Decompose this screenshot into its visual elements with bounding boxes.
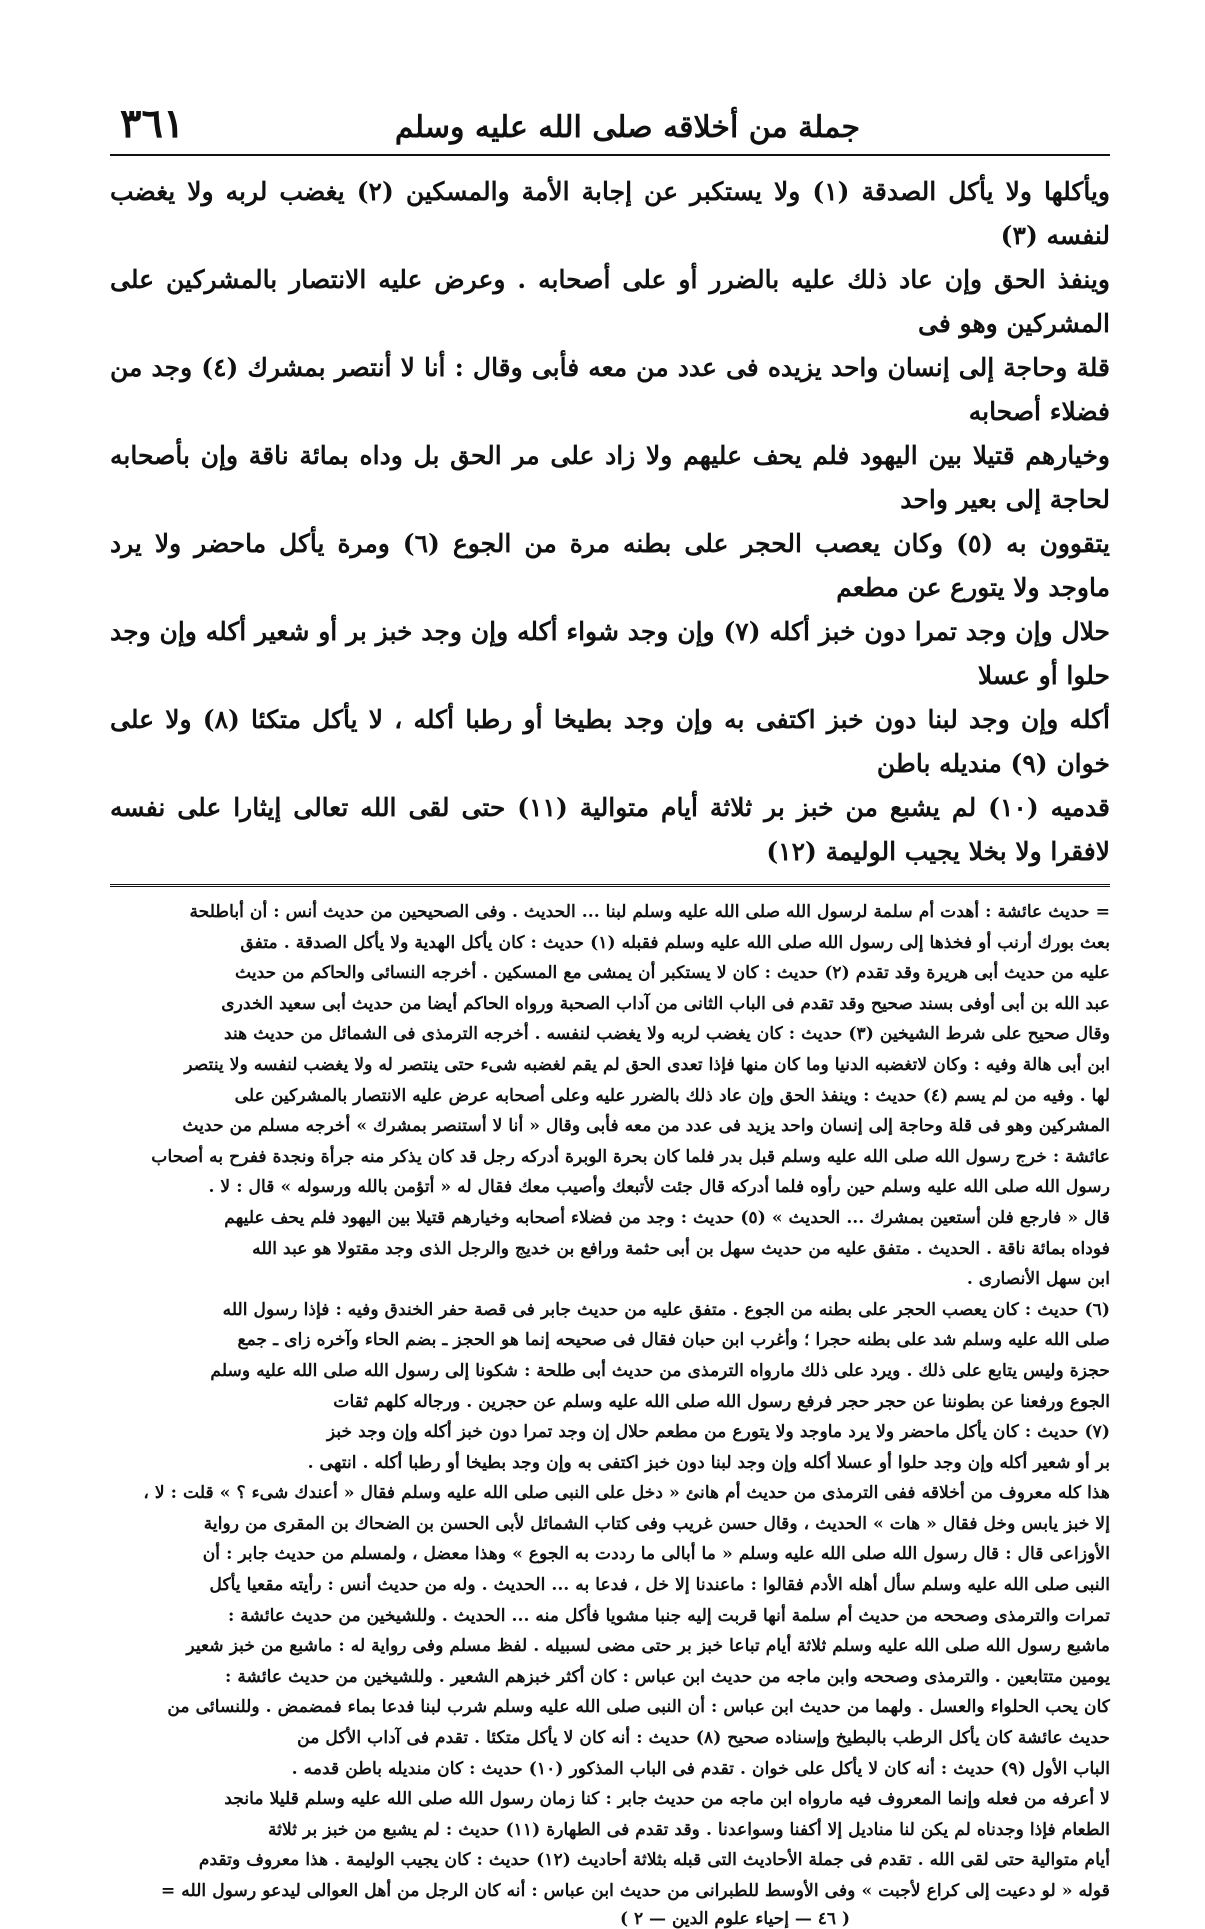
footnote-line: قال « فارجع فلن أستعين بمشرك ... الحديث » (٥) حديث : وجد من فضلاء أصحابه وخيارهم قتيلا بين اليهود فلم يحف عليهم (224, 1207, 1110, 1228)
footnote-line: ابن أبى هالة وفيه : وكان لاتغضبه الدنيا وما كان منها فإذا تعدى الحق لم يقم لغضبه شىء حتى ينتصر له ولا يغضب لنفسه ولا ينتصر (184, 1054, 1110, 1075)
footnote-line: حديث عائشة كان يأكل الرطب بالبطيخ وإسناده صحيح (٨) حديث : أنه كان لا يأكل متكئا . تقدم فى آداب الأكل من (297, 1728, 1110, 1749)
footnote-line: النبى صلى الله عليه وسلم سأل أهله الأدم فقالوا : ماعندنا إلا خل ، فدعا به ... الحديث . وله من حديث أنس : رأيته مقعيا يأكل (209, 1575, 1110, 1596)
page-header (110, 100, 1110, 156)
page-number: ٣٦١ (120, 100, 185, 147)
footnote-divider (110, 884, 1110, 887)
footnote-line: أيام متوالية حتى لقى الله . تقدم فى جملة الأحاديث التى قبله بثلاثة أحاديث (١٢) حديث : كان يجيب الوليمة . هذا معروف وتقدم (198, 1850, 1110, 1871)
footnotes (110, 897, 1110, 1907)
footnote-line: الطعام فإذا وجدناه لم يكن لنا مناديل إلا أكفنا وسواعدنا . وقد تقدم فى الطهارة (١١) حديث : لم يشبع من خبز بر ثلاثة (267, 1819, 1110, 1840)
footnote-line: عبد الله بن أبى أوفى بسند صحيح وقد تقدم فى الباب الثانى من آداب الصحبة ورواه الحاكم أيضا من حديث أبى سعيد الخدرى (221, 993, 1110, 1014)
footnote-line: (٧) حديث : كان يأكل ماحضر ولا يرد ماوجد ولا يتورع من مطعم حلال إن وجد تمرا دون خبز أكله وإن وجد خبز (326, 1422, 1110, 1443)
main-text-line: يتقوون به (٥) وكان يعصب الحجر على بطنه مرة من الجوع (٦) ومرة يأكل ماحضر ولا يرد ماوجد ولا يتورع عن مطعم (110, 529, 1110, 602)
footnote-line: كان يحب الحلواء والعسل . ولهما من حديث ابن عباس : أن النبى صلى الله عليه وسلم شرب لبنا فدعا بماء فمضمض . وللنسائى من (167, 1697, 1110, 1718)
footnote-line: قوله « لو دعيت إلى كراع لأجبت » وفى الأوسط للطبرانى من حديث ابن عباس : أنه كان الرجل من أهل العوالى ليدعو رسول الله = (160, 1881, 1110, 1901)
footnote-line: لها . وفيه من لم يسم (٤) حديث : وينفذ الحق وإن عاد ذلك بالضرر عليه وعلى أصحابه عرض عليه الانتصار بالمشركين على (234, 1085, 1110, 1106)
main-text-line: حلال وإن وجد تمرا دون خبز أكله (٧) وإن وجد شواء أكله وإن وجد خبز بر أو شعير أكله وإن وجد حلوا أو عسلا (110, 617, 1110, 690)
main-text-line: قدميه (١٠) لم يشبع من خبز بر ثلاثة أيام متوالية (١١) حتى لقى الله تعالى إيثارا على نفسه لافقرا ولا بخلا يجيب الوليمة (١٢) (110, 793, 1110, 866)
footnote-line: (٦) حديث : كان يعصب الحجر على بطنه من الجوع . متفق عليه من حديث جابر فى قصة حفر الخندق وفيه : فإذا رسول الله (222, 1299, 1110, 1320)
footnote-line: حجزة وليس يتابع على ذلك . ويرد على ذلك مارواه الترمذى من حديث أبى طلحة : شكونا إلى رسول الله صلى الله عليه وسلم (210, 1360, 1110, 1381)
main-text-line: قلة وحاجة إلى إنسان واحد يزيده فى عدد من معه فأبى وقال : أنا لا أنتصر بمشرك (٤) وجد من فضلاء أصحابه (110, 353, 1110, 426)
footnote-line: إلا خبز يابس وخل فقال « هات » الحديث ، وقال حسن غريب وفى كتاب الشمائل لأبى الحسن بن الضحاك بن المقرى من رواية (203, 1513, 1110, 1534)
footnote-line: لا أعرفه من فعله وإنما المعروف فيه مارواه ابن ماجه من حديث جابر : كنا زمان رسول الله صلى الله عليه وسلم قليلا مانجد (224, 1789, 1110, 1810)
footnote-line: المشركين وهو فى قلة وحاجة إلى إنسان واحد يزيد فى عدد من معه فأبى وقال « أنا لا أستنصر بمشرك » أخرجه مسلم من حديث (182, 1116, 1110, 1137)
footnote-line: عائشة : خرج رسول الله صلى الله عليه وسلم قبل بدر فلما كان بحرة الوبرة أدركه رجل قد كان يذكر منه جرأة ونجدة ففرح به أصحاب (151, 1146, 1110, 1167)
signature-mark: ( ٤٦ — إحياء علوم الدين — ٢ ) (620, 1908, 850, 1929)
footnote-line: = حديث عائشة : أهدت أم سلمة لرسول الله صلى الله عليه وسلم لبنا ... الحديث . وفى الصحيحين من حديث أنس : أن أباطلحة (189, 902, 1110, 922)
footnote-line: يومين متتابعين . والترمذى وصححه وابن ماجه من حديث ابن عباس : كان أكثر خبزهم الشعير . وللشيخين من حديث عائشة : (224, 1666, 1110, 1687)
main-text-line: وخيارهم قتيلا بين اليهود فلم يحف عليهم ولا زاد على مر الحق بل وداه بمائة ناقة وإن بأصحابه لحاجة إلى بعير واحد (110, 441, 1110, 514)
main-text-line: ويأكلها ولا يأكل الصدقة (١) ولا يستكبر عن إجابة الأمة والمسكين (٢) يغضب لربه ولا يغضب لنفسه (٣) (110, 177, 1110, 250)
footnote-line: صلى الله عليه وسلم شد على بطنه حجرا ؛ وأغرب ابن حبان فقال فى صحيحه إنما هو الحجز ـ بضم الحاء وآخره زاى ـ جمع (237, 1330, 1110, 1351)
footnote-line: عليه من حديث أبى هريرة وقد تقدم (٢) حديث : كان لا يستكبر أن يمشى مع المسكين . أخرجه النسائى والحاكم من حديث (234, 963, 1110, 984)
footnote-line: بعث بورك أرنب أو فخذها إلى رسول الله صلى الله عليه وسلم فقبله (١) حديث : كان يأكل الهدية ولا يأكل الصدقة . متفق (240, 932, 1110, 953)
footnote-line: الأوزاعى قال : قال رسول الله صلى الله عليه وسلم « ما أبالى ما رددت به الجوع » وهذا معضل ، ولمسلم من حديث جابر : أن (202, 1544, 1110, 1565)
main-text-line: أكله وإن وجد لبنا دون خبز اكتفى به وإن وجد بطيخا أو رطبا أكله ، لا يأكل متكئا (٨) ولا على خوان (٩) منديله باطن (110, 705, 1110, 778)
main-text-line: وينفذ الحق وإن عاد ذلك عليه بالضرر أو على أصحابه . وعرض عليه الانتصار بالمشركين على المشركين وهو فى (110, 265, 1110, 338)
footnote-line: هذا كله معروف من أخلاقه ففى الترمذى من حديث أم هانئ « دخل على النبى صلى الله عليه وسلم فقال « أعندك شىء ؟ » قلت : لا ، (143, 1483, 1110, 1504)
running-title: جملة من أخلاقه صلى الله عليه وسلم (394, 110, 860, 145)
footnote-line: ابن سهل الأنصارى . (966, 1269, 1110, 1290)
footnote-line: بر أو شعير أكله وإن وجد حلوا أو عسلا أكله وإن وجد لبنا دون خبز اكتفى به وإن وجد بطيخا أو رطبا أكله . انتهى . (307, 1452, 1110, 1473)
footnote-line: ماشبع رسول الله صلى الله عليه وسلم ثلاثة أيام تباعا خبز بر حتى مضى لسبيله . لفظ مسلم وفى رواية له : ماشبع من خبز شعير (186, 1636, 1110, 1657)
footnote-line: وقال صحيح على شرط الشيخين (٣) حديث : كان يغضب لربه ولا يغضب لنفسه . أخرجه الترمذى فى الشمائل من حديث هند (223, 1024, 1110, 1045)
footnote-line: الباب الأول (٩) حديث : أنه كان لا يأكل على خوان . تقدم فى الباب المذكور (١٠) حديث : كان منديله باطن قدمه . (291, 1758, 1110, 1779)
footnote-line: الجوع ورفعنا عن بطوننا عن حجر حجر فرفع رسول الله صلى الله عليه وسلم عن حجرين . ورجاله كلهم ثقات (333, 1391, 1110, 1412)
footnote-line: رسول الله صلى الله عليه وسلم حين رأوه فلما أدركه قال جئت لأتبعك وأصيب معك فقال له « أتؤمن بالله ورسوله » قال : لا . (208, 1177, 1110, 1198)
main-text (110, 170, 1110, 874)
footnote-line: تمرات والترمذى وصححه من حديث أم سلمة أنها قربت إليه جنبا مشويا فأكل منه ... الحديث . وللشيخين من حديث عائشة : (227, 1605, 1110, 1626)
footnote-line: فوداه بمائة ناقة . الحديث . متفق عليه من حديث سهل بن أبى حثمة ورافع بن خديج والرجل الذى وجد مقتولا هو عبد الله (252, 1238, 1110, 1259)
